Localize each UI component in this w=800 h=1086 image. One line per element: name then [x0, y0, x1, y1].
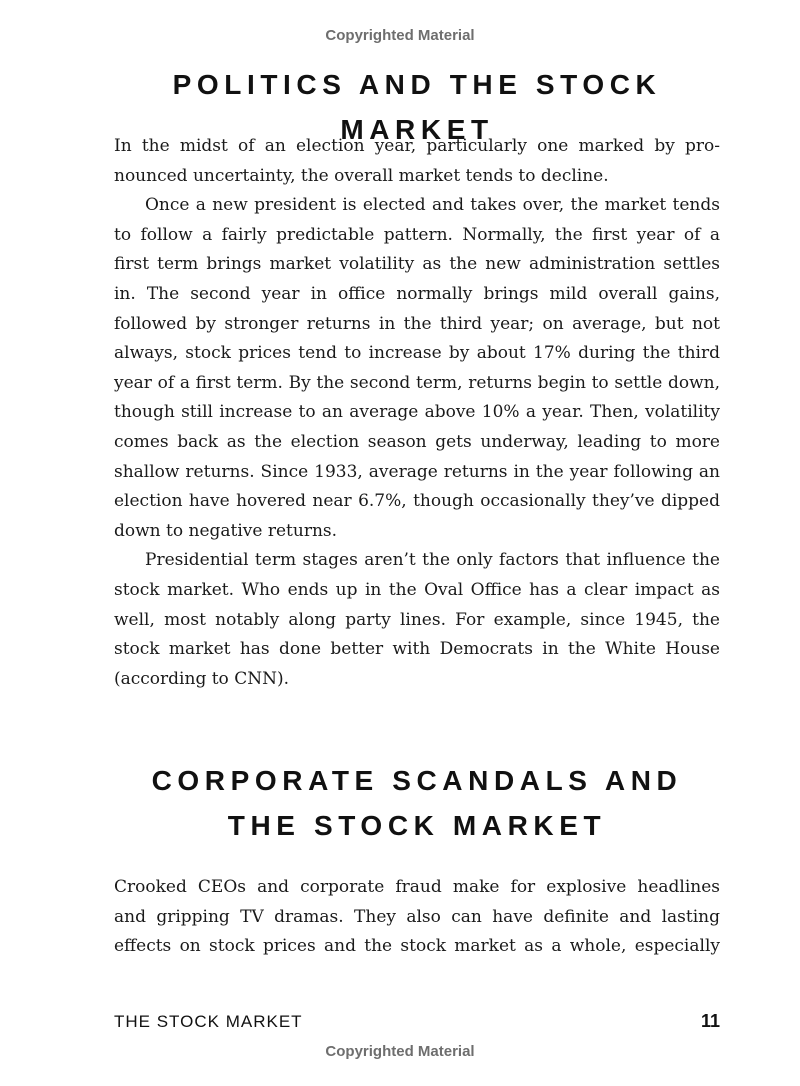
text-line: and gripping TV dramas. They also can have definite and lasting: [114, 906, 720, 927]
heading-line: THE STOCK MARKET: [227, 810, 607, 841]
text-line: stock market has done better with Democrats in the White House: [114, 639, 720, 660]
copyright-watermark-top: Copyrighted Material: [325, 27, 475, 44]
paragraph: [114, 873, 720, 962]
text-line: nounced uncertainty, the overall market tends to decline.: [114, 165, 609, 186]
text-line: year of a first term. By the second term, returns begin to settle down,: [114, 372, 720, 393]
text-line: Presidential term stages aren’t the only factors that influence the: [145, 550, 720, 571]
text-line: in. The second year in office normally brings mild overall gains,: [114, 283, 720, 304]
text-line: In the midst of an election year, particularly one marked by pro-: [114, 136, 720, 156]
section-body-corporate-scandals: [114, 873, 720, 962]
copyright-watermark-bottom: Copyrighted Material: [325, 1043, 475, 1060]
text-line: Crooked CEOs and corporate fraud make for explosive headlines: [114, 877, 720, 897]
text-line: shallow returns. Since 1933, average returns in the year following an: [114, 461, 720, 482]
text-line: (according to CNN).: [114, 668, 289, 689]
text-line: always, stock prices tend to increase by about 17% during the third: [114, 343, 720, 364]
text-line: first term brings market volatility as the new administration settles: [114, 254, 720, 275]
text-line: followed by stronger returns in the third year; on average, but not: [114, 313, 720, 334]
section-heading-corporate-scandals: [114, 758, 720, 848]
text-line: comes back as the election season gets underway, leading to more: [114, 431, 720, 452]
page-number: 11: [700, 1011, 720, 1031]
text-line: down to negative returns.: [114, 520, 338, 541]
text-line: Once a new president is elected and takes over, the market tends: [145, 195, 720, 216]
paragraph: [114, 191, 720, 546]
text-line: election have hovered near 6.7%, though occasionally they’ve dipped: [114, 491, 720, 512]
text-line: to follow a fairly predictable pattern. Normally, the first year of a: [114, 224, 720, 245]
text-line: though still increase to an average above 10% a year. Then, volatility: [114, 402, 720, 423]
page-footer: [114, 1011, 720, 1032]
section-body-politics: [114, 132, 720, 694]
heading-line: CORPORATE SCANDALS AND: [151, 765, 683, 796]
running-title: THE STOCK MARKET: [114, 1012, 303, 1031]
text-line: well, most notably along party lines. For example, since 1945, the: [114, 609, 720, 630]
section-heading-politics: POLITICS AND THE STOCK MARKET: [172, 69, 662, 145]
paragraph: [114, 546, 720, 694]
paragraph: [114, 132, 720, 191]
text-line: effects on stock prices and the stock market as a whole, especially: [114, 936, 720, 957]
text-line: stock market. Who ends up in the Oval Office has a clear impact as: [114, 579, 720, 600]
